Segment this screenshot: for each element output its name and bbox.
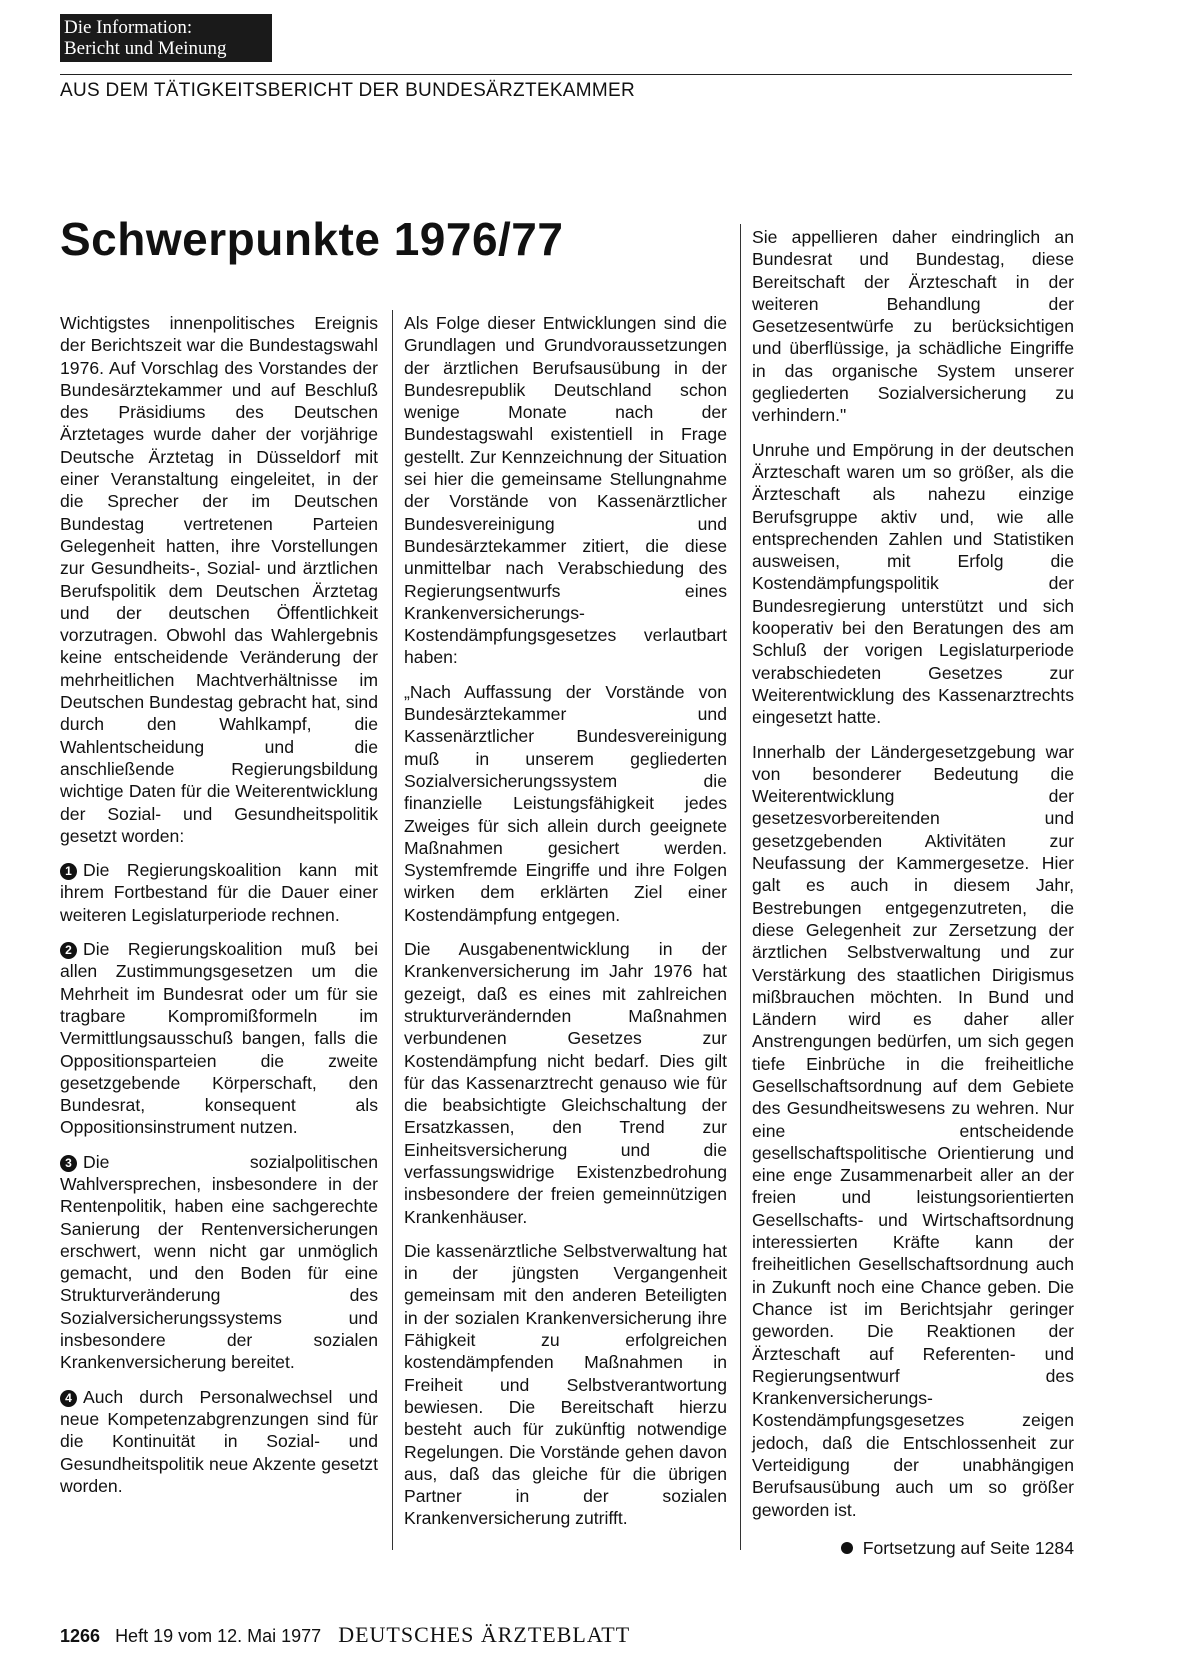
- section-tag-line-1: Die Information:: [64, 17, 193, 38]
- column-divider-2: [740, 224, 741, 1550]
- page-number: 1266: [60, 1626, 101, 1646]
- paragraph-consequences: Als Folge dieser Entwicklungen sind die Grundlagen und Grundvoraussetzungen der ärztlichen Berufsausübung in der Bundesrepublik Deutschland schon wenige Monate nach der Bundestagswahl existentiell in Frage gestellt. Zur Kennzeichnung der Situation sei hier die gemeinsame Stellungnahme der Vorstände von Kassenärztlicher Bundesvereinigung und Bundesärztekammer zitiert, die diese unmittelbar nach Verabschiedung des Regierungsentwurfs eines Krankenversicherungs-Kostendämpfungsgesetzes verlautbart haben:: [404, 313, 727, 668]
- intro-paragraph: Wichtigstes innenpolitisches Ereignis der Berichtszeit war die Bundestagswahl 1976. Auf Vorschlag des Vorstandes der Bundesärztekammer und auf Beschluß des Präsidiums des Deutschen Ärztetages wurde daher der vorjährige Deutsche Ärztetag in Düsseldorf mit einer Veranstaltung eingeleitet, in der die Sprecher der im Deutschen Bundestag vertretenen Parteien Gelegenheit hatten, ihre Vorstellungen zur Gesundheits-, Sozial- und ärztlichen Berufspolitik dem Deutschen Ärztetag und der deutschen Öffentlichkeit vorzutragen. Obwohl das Wahlergebnis keine entscheidende Veränderung der mehrheitlichen Machtverhältnisse im Deutschen Bundestag gebracht hat, sind durch den Wahlkampf, die Wahlentscheidung und die anschließende Regierungsbildung wichtige Daten für die Weiterentwicklung der Sozial- und Gesundheitspolitik gesetzt worden:: [60, 313, 378, 846]
- quote-paragraph-3: Die kassenärztliche Selbstverwaltung hat in der jüngsten Vergangenheit gemeinsam mit den anderen Beteiligten in der sozialen Krankenversicherung ihre Fähigkeit zu erfolgreichen kostendämpfenden Maßnahmen in Freiheit und Selbstverantwortung bewiesen. Die Bereitschaft hierzu besteht auch für zukünftig notwendige Regelungen. Die Vorstände gehen davon aus, daß das gleiche für die übrigen Partner in der sozialen Krankenversicherung zutrifft.: [404, 1240, 727, 1529]
- section-tag: [60, 14, 272, 62]
- list-item-4: [60, 1386, 378, 1497]
- quote-paragraph-2: Die Ausgabenentwicklung in der Krankenversicherung im Jahr 1976 hat gezeigt, daß es eines mit zahlreichen strukturverändernden Maßnahmen verbundenen Gesetzes zur Kostendämpfung nicht bedarf. Dies gilt für das Kassenarztrecht genauso wie für die beabsichtigte Gleichschaltung der Ersatzkassen, den Trend zur Einheitsversicherung und die verfassungswidrige Existenzbedrohung insbesondere der freien gemeinnützigen Krankenhäuser.: [404, 939, 727, 1227]
- bullet-icon: [841, 1542, 853, 1554]
- column-2: [404, 312, 727, 1542]
- list-item-1-text: Die Regierungskoalition kann mit ihrem Fortbestand für die Dauer einer weiteren Legislaturperiode rechnen.: [60, 860, 378, 925]
- list-item-3-text: Die sozialpolitischen Wahlversprechen, insbesondere in der Rentenpolitik, haben eine sachgerechte Sanierung der Rentenversicherungen erschwert, wenn nicht gar unmöglich gemacht, und den Boden für eine Strukturveränderung des Sozialversicherungssystems und insbesondere der sozialen Krankenversicherung bereitet.: [60, 1151, 378, 1373]
- magazine-name: DEUTSCHES ÄRZTEBLATT: [338, 1622, 631, 1647]
- header-rule: [60, 74, 1072, 75]
- column-3: [752, 226, 1074, 1559]
- continuation-text: Fortsetzung auf Seite 1284: [862, 1537, 1074, 1558]
- list-item-2-text: Die Regierungskoalition muß bei allen Zustimmungsgesetzen um die Mehrheit im Bundesrat oder um für sie tragbare Kompromißformeln im Vermittlungsausschuß bangen, falls die Oppositionsparteien die zweite gesetzgebende Körperschaft, den Bundesrat, konsequent als Oppositionsinstrument nutzen.: [60, 939, 378, 1138]
- section-tag-line-2: Bericht und Meinung: [64, 38, 227, 59]
- continuation-note: [752, 1537, 1074, 1559]
- number-1-icon: 1: [60, 863, 77, 880]
- number-3-icon: 3: [60, 1155, 77, 1172]
- issue-info: Heft 19 vom 12. Mai 1977: [115, 1626, 322, 1646]
- number-4-icon: 4: [60, 1390, 77, 1407]
- list-item-2: [60, 938, 378, 1139]
- quote-paragraph-1: „Nach Auffassung der Vorstände von Bundesärztekammer und Kassenärztlicher Bundesvereinigung muß in unserem gegliederten Sozialversicherungssystem die finanzielle Leistungsfähigkeit jedes Zweiges für sich allein durch geeignete Maßnahmen gesichert werden. Systemfremde Eingriffe und ihre Folgen wirken dem erklärten Ziel einer Kostendämpfung entgegen.: [404, 681, 727, 925]
- list-item-3: [60, 1151, 378, 1374]
- footer: [60, 1622, 630, 1648]
- list-item-1: [60, 859, 378, 926]
- column-1: [60, 312, 378, 1509]
- list-item-4-text: Auch durch Personalwechsel und neue Kompetenzabgrenzungen sind für die Kontinuität in Sozial- und Gesundheitspolitik neue Akzente gesetzt worden.: [60, 1386, 378, 1496]
- kicker: AUS DEM TÄTIGKEITSBERICHT DER BUNDESÄRZTEKAMMER: [60, 80, 636, 101]
- paragraph-unrest: Unruhe und Empörung in der deutschen Ärzteschaft waren um so größer, als die Ärzteschaft als nahezu einzige Berufsgruppe aktiv und, wie alle entsprechenden Zahlen und Statistiken ausweisen, mit Erfolg die Kostendämpfungspolitik der Bundesregierung unterstützt und sich kooperativ bei den Beratungen des am Schluß der vorigen Legislaturperiode verabschiedeten Gesetzes zur Weiterentwicklung des Kassenarztrechts eingesetzt hatte.: [752, 439, 1074, 728]
- column-divider-1: [392, 310, 393, 1550]
- article-title: Schwerpunkte 1976/77: [60, 213, 564, 265]
- paragraph-state-legislation: Innerhalb der Ländergesetzgebung war von besonderer Bedeutung die Weiterentwicklung der gesetzesvorbereitenden und gesetzgebenden Aktivitäten zur Neufassung der Kammergesetze. Hier galt es auch in diesem Jahr, Bestrebungen entgegenzutreten, die diese Gelegenheit zur Zersetzung der ärztlichen Selbstverwaltung und zur Verstärkung des staatlichen Dirigismus mißbrauchen möchten. In Bund und Ländern wird es daher aller Anstrengungen bedürfen, um sich gegen tiefe Einbrüche in die freiheitliche Gesellschaftsordnung auf dem Gebiete des Gesundheitswesens zu wehren. Nur eine entscheidende gesellschaftspolitische Orientierung und eine enge Zusammenarbeit aller an der freien und leistungsorientierten Gesellschafts- und Wirtschaftsordnung interessierten Kräfte kann der freiheitlichen Gesellschaftsordnung auch in Zukunft noch eine Chance geben. Die Chance ist im Berichtsjahr geringer geworden. Die Reaktionen der Ärzteschaft auf Referenten- und Regierungsentwurf des Krankenversicherungs-Kostendämpfungsgesetzes zeigen jedoch, daß die Entschlossenheit zur Verteidigung der unabhängigen Berufsausübung auch um so größer geworden ist.: [752, 741, 1074, 1520]
- quote-paragraph-4: Sie appellieren daher eindringlich an Bundesrat und Bundestag, diese Bereitschaft der Ärzteschaft in der weiteren Behandlung der Gesetzesentwürfe zu berücksichtigen und überflüssige, ja schädliche Eingriffe in das organische System unserer gegliederten Sozialversicherung zu verhindern.": [752, 227, 1074, 426]
- number-2-icon: 2: [60, 942, 77, 959]
